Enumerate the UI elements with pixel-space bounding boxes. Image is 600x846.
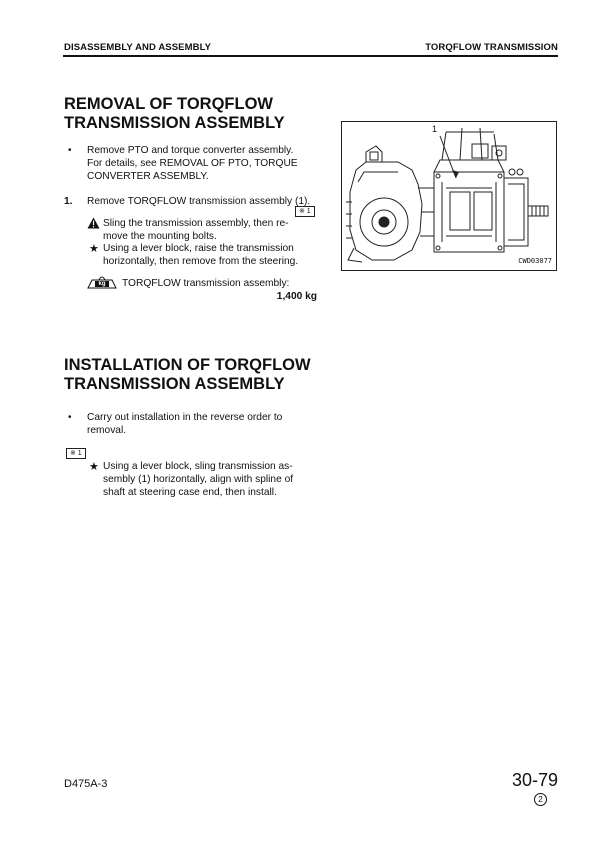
warning-text	[103, 217, 317, 243]
installation-star-line2: sembly (1) horizontally, align with spline of	[103, 474, 294, 485]
weight-symbol-label: kg	[95, 281, 109, 287]
bullet-dot: •	[68, 412, 72, 423]
figure-callout-1: 1	[432, 124, 438, 134]
weight-label: TORQFLOW transmission assembly:	[122, 278, 290, 289]
removal-bullet-line1: Remove PTO and torque converter assembly.	[87, 145, 294, 156]
footer-revision-badge: 2	[534, 793, 547, 806]
header-chapter-title: TORQFLOW TRANSMISSION	[425, 42, 558, 53]
step-text: Remove TORQFLOW transmission assembly (1).	[87, 196, 311, 207]
installation-bullet-line2: removal.	[87, 425, 127, 436]
installation-star-text	[103, 460, 317, 499]
installation-star-line1: Using a lever block, sling transmission as-	[103, 461, 293, 472]
installation-bullet-line1: Carry out installation in the reverse order to	[87, 412, 283, 423]
removal-bullet-line3: CONVERTER ASSEMBLY.	[87, 171, 209, 182]
bullet-dot: •	[68, 145, 72, 156]
removal-bullet-text	[87, 144, 317, 183]
warning-icon	[87, 217, 100, 229]
weight-icon	[87, 273, 117, 289]
warning-line1: Sling the transmission assembly, then re-	[103, 218, 289, 229]
tool-symbol-box: ※ 1	[295, 206, 315, 217]
star-icon: ★	[89, 461, 99, 473]
transmission-figure	[341, 121, 557, 271]
installation-title-line1: INSTALLATION OF TORQFLOW	[64, 356, 311, 374]
footer-model: D475A-3	[64, 778, 108, 790]
header-rule	[63, 55, 558, 57]
removal-title-line2: TRANSMISSION ASSEMBLY	[64, 114, 285, 132]
removal-bullet-line2: For details, see REMOVAL OF PTO, TORQUE	[87, 158, 298, 169]
footer-page-number: 30-79	[511, 770, 558, 790]
removal-title	[64, 95, 285, 133]
installation-title	[64, 356, 311, 394]
installation-bullet-text	[87, 411, 317, 437]
installation-star-line3: shaft at steering case end, then install.	[103, 487, 277, 498]
removal-title-line1: REMOVAL OF TORQFLOW	[64, 95, 273, 113]
tool-symbol-box: ※ 1	[66, 448, 86, 459]
weight-value: 1,400 kg	[276, 291, 317, 302]
removal-star-text	[103, 242, 317, 268]
removal-star-line2: horizontally, then remove from the steering.	[103, 256, 299, 267]
step-number: 1.	[64, 196, 73, 207]
figure-code: CWD03077	[518, 257, 552, 265]
installation-title-line2: TRANSMISSION ASSEMBLY	[64, 375, 285, 393]
star-icon: ★	[89, 243, 99, 255]
removal-star-line1: Using a lever block, raise the transmission	[103, 243, 294, 254]
warning-line2: move the mounting bolts.	[103, 231, 217, 242]
header-section-title: DISASSEMBLY AND ASSEMBLY	[64, 42, 212, 53]
transmission-drawing	[342, 122, 556, 270]
